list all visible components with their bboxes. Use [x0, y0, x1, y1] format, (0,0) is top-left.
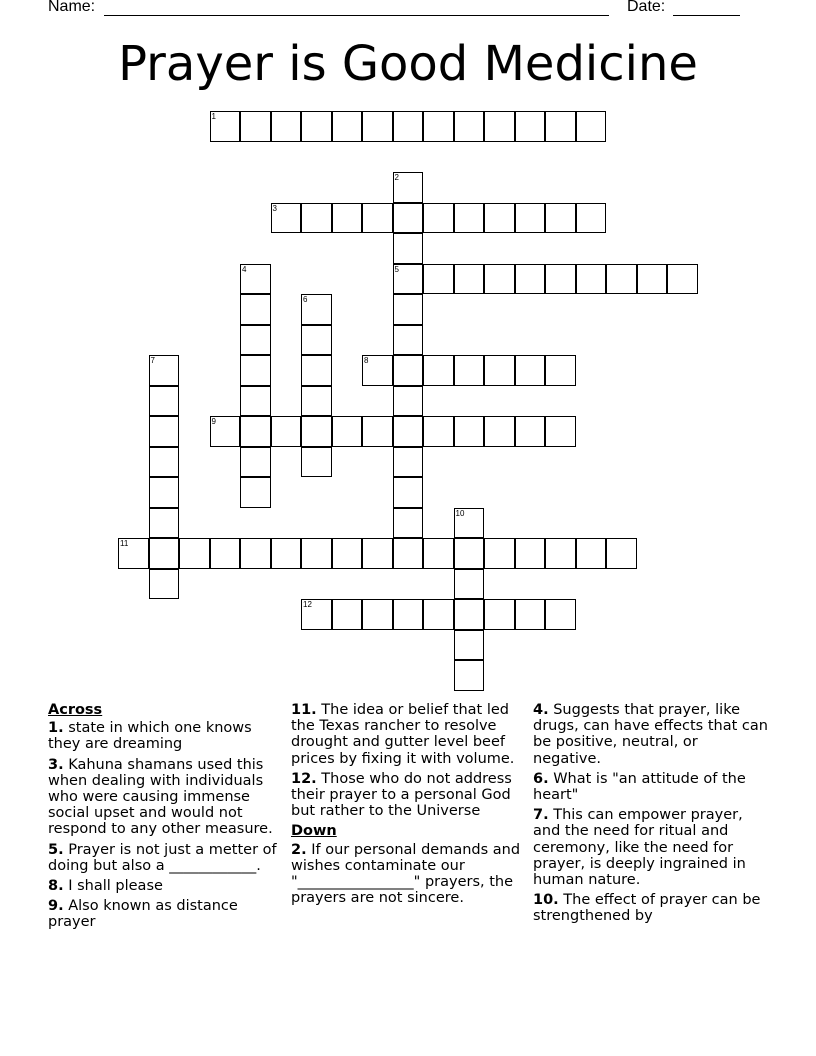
grid-cell[interactable]	[332, 416, 363, 447]
grid-cell[interactable]	[454, 203, 485, 234]
cell-number: 2	[394, 173, 399, 182]
cell-number: 3	[272, 203, 277, 213]
grid-cell[interactable]	[301, 111, 332, 142]
grid-cell[interactable]	[545, 111, 576, 142]
grid-cell[interactable]	[454, 569, 485, 600]
grid-cell[interactable]	[545, 264, 576, 295]
grid-cell[interactable]	[362, 538, 393, 569]
grid-cell[interactable]	[240, 538, 271, 569]
clue-across-1	[48, 720, 288, 752]
grid-cell[interactable]	[484, 264, 515, 295]
grid-cell[interactable]	[545, 416, 576, 447]
clue-number: 12.	[291, 770, 317, 787]
clue-across-12	[291, 771, 527, 820]
grid-cell[interactable]	[606, 264, 637, 295]
grid-cell[interactable]	[545, 203, 576, 234]
grid-cell[interactable]	[454, 660, 485, 691]
clue-number: 1.	[48, 720, 64, 737]
grid-cell[interactable]	[393, 172, 424, 203]
grid-cell[interactable]	[454, 264, 485, 295]
clue-number: 3.	[48, 756, 64, 773]
grid-cell[interactable]	[271, 111, 302, 142]
grid-cell[interactable]	[423, 355, 454, 386]
grid-cell[interactable]	[301, 599, 332, 630]
grid-cell[interactable]	[515, 203, 546, 234]
clue-down-7	[533, 807, 769, 888]
grid-cell[interactable]	[423, 599, 454, 630]
grid-cell[interactable]	[301, 447, 332, 478]
clue-number: 5.	[48, 841, 64, 858]
grid-cell[interactable]	[240, 386, 271, 417]
cell-number: 7	[150, 356, 155, 365]
grid-cell[interactable]	[423, 264, 454, 295]
grid-cell[interactable]	[515, 599, 546, 630]
cell-number: 4	[242, 264, 247, 274]
grid-cell[interactable]	[454, 599, 485, 630]
clue-down-6	[533, 771, 769, 803]
grid-cell[interactable]	[210, 538, 241, 569]
grid-cell[interactable]	[515, 538, 546, 569]
clue-across-3	[48, 757, 288, 838]
clue-text: Kahuna shamans used this when dealing with individuals who were causing immense social upset and would not respond to any other measure.	[48, 756, 273, 838]
grid-cell[interactable]	[393, 264, 424, 295]
grid-cell[interactable]	[240, 111, 271, 142]
clue-text: What is "an attitude of the heart"	[533, 770, 746, 804]
clue-text: The idea or belief that led the Texas rancher to resolve drought and gutter level beef prices by fixing it with volume.	[291, 702, 515, 767]
clue-text: Those who do not address their prayer to a personal God but rather to the Universe	[291, 770, 512, 820]
grid-cell[interactable]	[515, 111, 546, 142]
cell-number: 9	[211, 417, 216, 426]
grid-cell[interactable]	[423, 111, 454, 142]
grid-cell[interactable]	[545, 599, 576, 630]
grid-cell[interactable]	[301, 538, 332, 569]
grid-cell[interactable]	[454, 630, 485, 661]
grid-cell[interactable]	[271, 416, 302, 447]
grid-cell[interactable]	[637, 264, 668, 295]
grid-cell[interactable]	[393, 233, 424, 264]
grid-cell[interactable]	[515, 416, 546, 447]
clue-number: 6.	[533, 770, 549, 787]
grid-cell[interactable]	[149, 416, 180, 447]
clue-number: 9.	[48, 898, 64, 915]
grid-cell[interactable]	[362, 111, 393, 142]
grid-cell[interactable]	[149, 538, 180, 569]
clue-across-8	[48, 878, 288, 894]
puzzle-title: Prayer is Good Medicine	[118, 36, 698, 92]
cell-number: 6	[303, 295, 308, 304]
grid-cell[interactable]	[393, 508, 424, 539]
grid-cell[interactable]	[393, 294, 424, 325]
clues-column-1	[48, 702, 288, 935]
grid-cell[interactable]	[332, 203, 363, 234]
grid-cell[interactable]	[484, 203, 515, 234]
clue-number: 8.	[48, 878, 64, 895]
clue-text: Also known as distance prayer	[48, 898, 238, 931]
clue-down-10	[533, 892, 769, 924]
grid-cell[interactable]	[515, 264, 546, 295]
grid-cell[interactable]	[454, 111, 485, 142]
grid-cell[interactable]	[301, 355, 332, 386]
clue-text: Prayer is not just a metter of doing but also a ____________.	[48, 841, 277, 874]
grid-cell[interactable]	[271, 538, 302, 569]
across-heading: Across	[48, 702, 103, 718]
grid-cell[interactable]	[240, 447, 271, 478]
clue-text: state in which one knows they are dreaming	[48, 720, 252, 753]
grid-cell[interactable]	[301, 325, 332, 356]
clue-text: Suggests that prayer, like drugs, can have effects that can be positive, neutral, or negative.	[533, 702, 768, 767]
grid-cell[interactable]	[393, 203, 424, 234]
grid-cell[interactable]	[484, 355, 515, 386]
name-label: Name:	[48, 0, 96, 15]
grid-cell[interactable]	[301, 386, 332, 417]
clue-number: 2.	[291, 841, 307, 858]
grid-cell[interactable]	[393, 386, 424, 417]
clue-down-4	[533, 702, 769, 767]
clues-column-3	[533, 702, 769, 929]
grid-cell[interactable]	[149, 569, 180, 600]
grid-cell[interactable]	[271, 203, 302, 234]
grid-cell[interactable]	[576, 203, 607, 234]
grid-cell[interactable]	[484, 599, 515, 630]
grid-cell[interactable]	[301, 203, 332, 234]
grid-cell[interactable]	[393, 538, 424, 569]
grid-cell[interactable]	[515, 355, 546, 386]
cell-number: 8	[364, 356, 369, 365]
grid-cell[interactable]	[545, 538, 576, 569]
grid-cell[interactable]	[301, 294, 332, 325]
grid-cell[interactable]	[393, 355, 424, 386]
grid-cell[interactable]	[484, 416, 515, 447]
grid-cell[interactable]	[149, 386, 180, 417]
grid-cell[interactable]	[393, 477, 424, 508]
cell-number: 11	[120, 539, 129, 548]
grid-cell[interactable]	[179, 538, 210, 569]
grid-cell[interactable]	[240, 416, 271, 447]
grid-cell[interactable]	[454, 508, 485, 539]
clues-column-2	[291, 702, 527, 910]
clue-across-5	[48, 842, 288, 874]
grid-cell[interactable]	[484, 111, 515, 142]
grid-cell[interactable]	[301, 416, 332, 447]
clue-text: If our personal demands and wishes contaminate our "________________" prayers, the prayers are not sincere.	[291, 841, 521, 907]
clue-number: 10.	[533, 892, 559, 909]
clue-down-2	[291, 842, 527, 907]
grid-cell[interactable]	[149, 477, 180, 508]
grid-cell[interactable]	[362, 599, 393, 630]
grid-cell[interactable]	[332, 111, 363, 142]
clue-text: This can empower prayer, and the need for ritual and ceremony, like the need for prayer, is deeply ingrained in human nature.	[533, 807, 746, 889]
grid-cell[interactable]	[240, 264, 271, 295]
grid-cell[interactable]	[118, 538, 149, 569]
clue-number: 4.	[533, 702, 549, 718]
grid-cell[interactable]	[362, 416, 393, 447]
cell-number: 5	[394, 264, 399, 274]
clue-text: I shall please	[68, 878, 163, 895]
grid-cell[interactable]	[393, 416, 424, 447]
cell-number: 12	[303, 600, 312, 609]
grid-cell[interactable]	[454, 416, 485, 447]
grid-cell[interactable]	[210, 416, 241, 447]
grid-cell[interactable]	[393, 599, 424, 630]
clue-text: The effect of prayer can be strengthened by	[533, 892, 761, 925]
grid-cell[interactable]	[240, 325, 271, 356]
grid-cell[interactable]	[149, 355, 180, 386]
grid-cell[interactable]	[576, 111, 607, 142]
grid-cell[interactable]	[393, 447, 424, 478]
down-heading: Down	[291, 823, 337, 840]
grid-cell[interactable]	[362, 355, 393, 386]
grid-cell[interactable]	[332, 538, 363, 569]
date-label: Date:	[627, 0, 666, 15]
clue-number: 7.	[533, 807, 549, 824]
grid-cell[interactable]	[149, 447, 180, 478]
grid-cell[interactable]	[210, 111, 241, 142]
grid-cell[interactable]	[423, 538, 454, 569]
grid-cell[interactable]	[454, 355, 485, 386]
grid-cell[interactable]	[332, 599, 363, 630]
grid-cell[interactable]	[240, 355, 271, 386]
grid-cell[interactable]	[667, 264, 698, 295]
clue-across-11	[291, 702, 527, 767]
grid-cell[interactable]	[423, 203, 454, 234]
clue-number: 11.	[291, 702, 317, 718]
grid-cell[interactable]	[545, 355, 576, 386]
grid-cell[interactable]	[484, 538, 515, 569]
grid-cell[interactable]	[362, 203, 393, 234]
grid-cell[interactable]	[149, 508, 180, 539]
grid-cell[interactable]	[393, 325, 424, 356]
grid-cell[interactable]	[606, 538, 637, 569]
grid-cell[interactable]	[423, 416, 454, 447]
grid-cell[interactable]	[576, 264, 607, 295]
grid-cell[interactable]	[240, 294, 271, 325]
cell-number: 1	[211, 112, 216, 121]
cell-number: 10	[455, 508, 465, 518]
clue-across-9	[48, 898, 288, 930]
grid-cell[interactable]	[393, 111, 424, 142]
grid-cell[interactable]	[576, 538, 607, 569]
grid-cell[interactable]	[240, 477, 271, 508]
grid-cell[interactable]	[454, 538, 485, 569]
